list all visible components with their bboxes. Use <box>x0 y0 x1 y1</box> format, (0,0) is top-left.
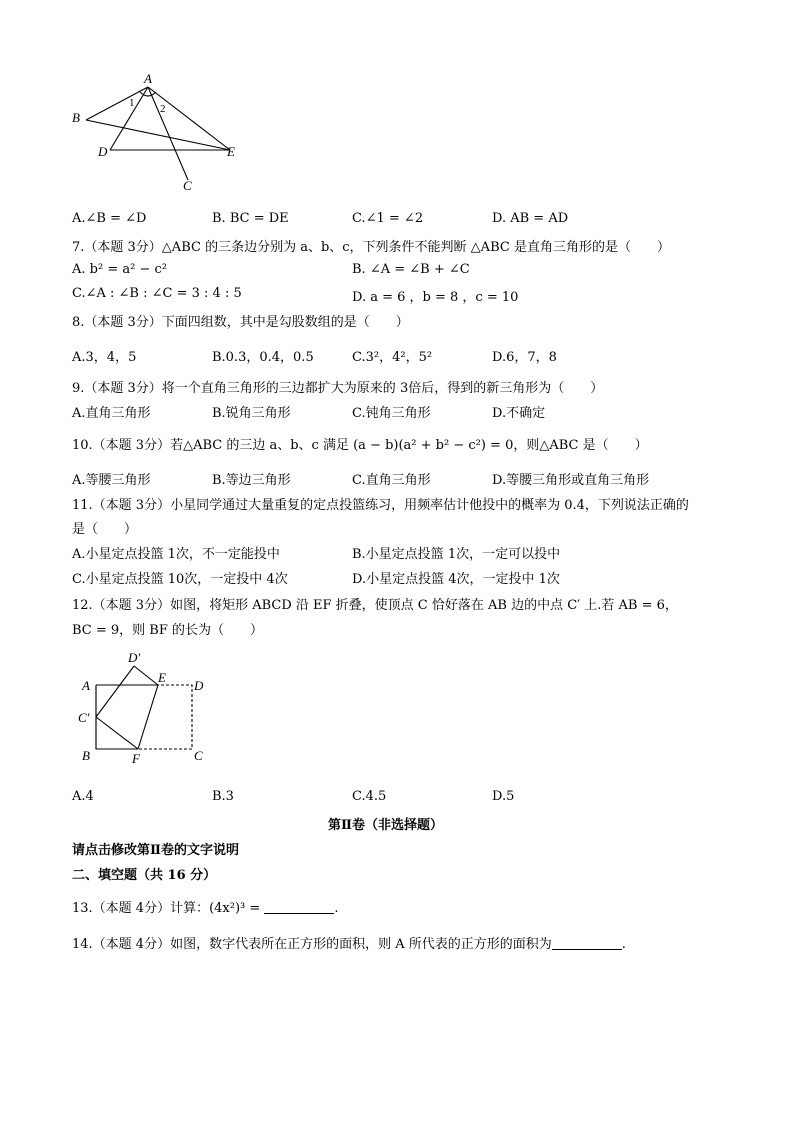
q13-answer-blank[interactable] <box>264 901 334 914</box>
q9-option-a: A.直角三角形 <box>72 406 151 421</box>
q11-stem-line2: 是（ ） <box>72 522 138 537</box>
fig1-angle-1: 1 <box>129 97 135 109</box>
q7-option-d: D. a = 6 ，b = 8 ，c = 10 <box>352 290 519 305</box>
section2-part: 二、填空题（共 16 分） <box>72 868 217 883</box>
fig2-label-a: A <box>82 678 90 693</box>
section2-note: 请点击修改第Ⅱ卷的文字说明 <box>72 843 239 858</box>
q8-stem: 8.（本题 3分）下面四组数，其中是勾股数组的是（ ） <box>72 315 409 330</box>
q8-option-a: A.3，4，5 <box>72 350 137 365</box>
q9-option-b: B.锐角三角形 <box>212 406 291 421</box>
q6-option-d: D. AB = AD <box>492 211 569 226</box>
q7-stem: 7.（本题 3分）△ABC 的三条边分别为 a、b、c，下列条件不能判断 △ABC 是直角三角形的是（ ） <box>72 240 670 255</box>
q12-stem-line1: 12.（本题 3分）如图，将矩形 ABCD 沿 EF 折叠，使顶点 C 恰好落在 AB 边的中点 C′ 上.若 AB = 6， <box>72 598 678 613</box>
q12-stem-line2: BC = 9，则 BF 的长为（ ） <box>72 623 264 638</box>
fig1-label-a: A <box>144 71 152 86</box>
q12-option-d: D.5 <box>492 789 515 804</box>
fig2-label-c: C <box>194 748 203 763</box>
q11-option-c: C.小星定点投篮 10次，一定投中 4次 <box>72 572 288 587</box>
q11-option-a: A.小星定点投篮 1次，不一定能投中 <box>72 547 280 562</box>
q11-option-d: D.小星定点投篮 4次，一定投中 1次 <box>352 572 560 587</box>
q10-option-b: B.等边三角形 <box>212 473 291 488</box>
fig2-label-dp: D′ <box>128 650 141 665</box>
q6-option-a: A.∠B = ∠D <box>72 211 147 226</box>
q9-option-c: C.钝角三角形 <box>352 406 431 421</box>
q8-option-b: B.0.3，0.4，0.5 <box>212 350 314 365</box>
q13-line: 13.（本题 4分）计算：(4x²)³ = . <box>72 901 339 916</box>
q14-line: 14.（本题 4分）如图，数字代表所在正方形的面积，则 A 所代表的正方形的面积为 . <box>72 937 626 952</box>
q10-stem: 10.（本题 3分）若△ABC 的三边 a、b、c 满足 (a − b)(a² + b² − c²) = 0，则△ABC 是（ ） <box>72 438 648 453</box>
q7-option-a: A. b² = a² − c² <box>72 262 167 277</box>
q6-option-b: B. BC = DE <box>212 211 289 226</box>
section2-title: 第Ⅱ卷（非选择题） <box>328 818 443 833</box>
q8-option-d: D.6，7，8 <box>492 350 557 365</box>
q10-option-d: D.等腰三角形或直角三角形 <box>492 473 650 488</box>
fig2-label-d: D <box>194 678 204 693</box>
q9-stem: 9.（本题 3分）将一个直角三角形的三边都扩大为原来的 3倍后，得到的新三角形为（ ） <box>72 381 604 396</box>
q11-option-b: B.小星定点投篮 1次，一定可以投中 <box>352 547 561 562</box>
fig2-label-cp: C′ <box>78 710 90 725</box>
q8-option-c: C.3²，4²，5² <box>352 350 433 365</box>
q12-option-a: A.4 <box>72 789 94 804</box>
q13-stem: 13.（本题 4分）计算：(4x²)³ = <box>72 901 265 916</box>
figure-folded-rectangle <box>70 648 220 773</box>
fig1-label-c: C <box>183 178 192 193</box>
fig2-label-f: F <box>132 751 140 766</box>
q7-option-b: B. ∠A = ∠B + ∠C <box>352 262 470 277</box>
fig2-label-e: E <box>158 670 166 685</box>
q14-answer-blank[interactable] <box>552 937 622 950</box>
q11-stem-line1: 11.（本题 3分）小星同学通过大量重复的定点投篮练习，用频率估计他投中的概率为 0.4，下列说法正确的 <box>72 498 689 513</box>
q6-option-c: C.∠1 = ∠2 <box>352 211 424 226</box>
q12-option-c: C.4.5 <box>352 789 387 804</box>
fig1-angle-2: 2 <box>160 103 166 115</box>
fig2-label-b: B <box>82 748 90 763</box>
q7-option-c: C.∠A : ∠B : ∠C = 3 : 4 : 5 <box>72 286 242 301</box>
q12-option-b: B.3 <box>212 789 234 804</box>
figure-triangles <box>60 70 260 200</box>
fig1-label-d: D <box>98 144 108 159</box>
q9-option-d: D.不确定 <box>492 406 546 421</box>
fig1-label-e: E <box>227 144 235 159</box>
q10-option-a: A.等腰三角形 <box>72 473 151 488</box>
q10-option-c: C.直角三角形 <box>352 473 431 488</box>
q14-stem: 14.（本题 4分）如图，数字代表所在正方形的面积，则 A 所代表的正方形的面积为 <box>72 937 552 952</box>
fig1-label-b: B <box>72 110 80 125</box>
